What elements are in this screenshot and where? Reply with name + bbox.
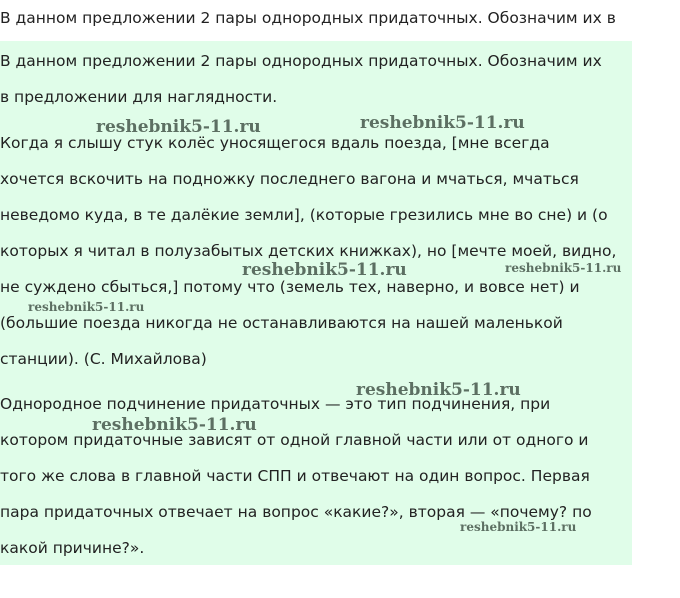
intro-line: В данном предложении 2 пары однородных придаточных. Обозначим их в [0,9,616,27]
text-line: в предложении для наглядности. [0,88,278,106]
text-line: не суждено сбыться,] потому что (земель тех, наверно, и вовсе нет) и [0,278,580,296]
text-line: В данном предложении 2 пары однородных придаточных. Обозначим их [0,52,602,70]
paragraph-sentence [0,125,632,377]
text-line: Однородное подчинение придаточных — это тип подчинения, при [0,395,551,413]
text-line: пара придаточных отвечает на вопрос «какие?», вторая — «почему? по [0,503,592,521]
watermark: reshebnik5-11.ru [356,380,521,400]
text-line: какой причине?». [0,539,145,557]
text-line: которых я читал в полузабытых детских книжках), но [мечте моей, видно, [0,242,617,260]
text-line: котором придаточные зависят от одной главной части или от одного и [0,431,589,449]
watermark: reshebnik5-11.ru [28,300,145,314]
paragraph-explanation [0,386,632,566]
text-line: Когда я слышу стук колёс уносящегося вдаль поезда, [мне всегда [0,134,550,152]
watermark: reshebnik5-11.ru [96,117,261,137]
paragraph-intro [0,43,632,115]
text-line: станции). (С. Михайлова) [0,350,207,368]
text-line: того же слова в главной части СПП и отвечают на один вопрос. Первая [0,467,590,485]
text-line: хочется вскочить на подножку последнего вагона и мчаться, мчаться [0,170,579,188]
watermark: reshebnik5-11.ru [92,415,257,435]
watermark: reshebnik5-11.ru [242,260,407,280]
watermark: reshebnik5-11.ru [505,261,622,275]
text-line: (большие поезда никогда не останавливаются на нашей маленькой [0,314,563,332]
watermark: reshebnik5-11.ru [460,520,577,534]
text-line: неведомо куда, в те далёкие земли], (которые грезились мне во сне) и (о [0,206,608,224]
watermark: reshebnik5-11.ru [360,113,525,133]
